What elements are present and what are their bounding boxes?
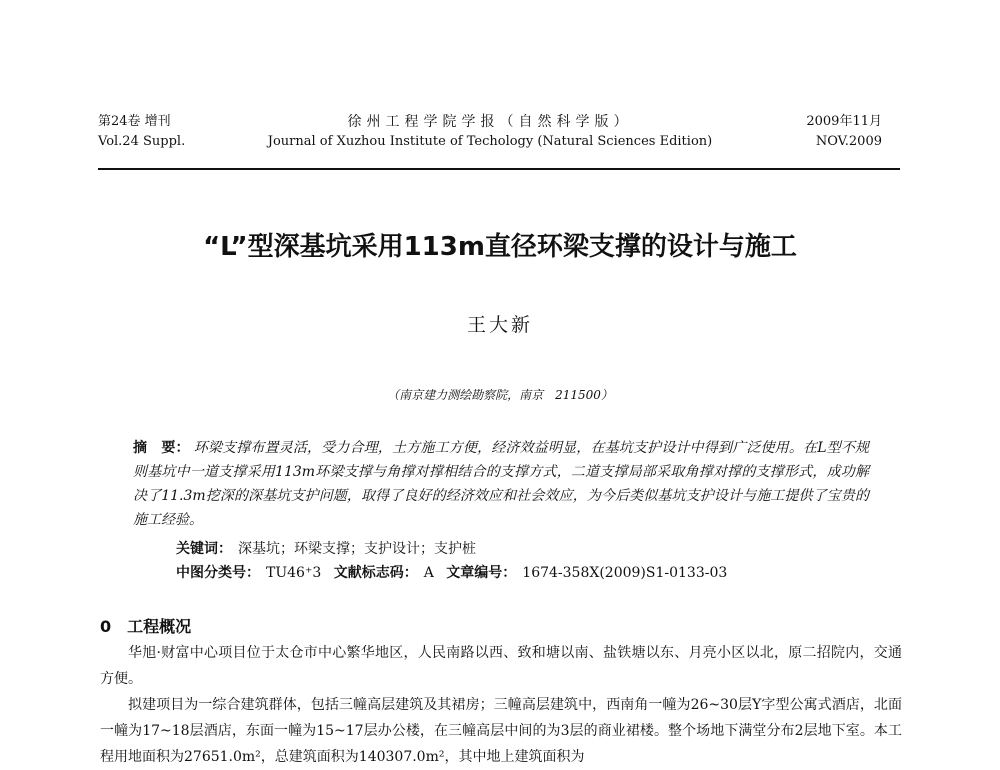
doc-code-label: 文献标志码： — [333, 565, 418, 581]
author-affiliation: （南京建力测绘勘察院，南京 211500） — [387, 388, 613, 402]
classification-line — [176, 561, 727, 585]
journal-name-cn: 徐州工程学院学报（自然科学版） — [347, 114, 633, 130]
clc-value: TU46⁺3 — [266, 565, 322, 581]
body-paragraph: 拟建项目为一综合建筑群体，包括三幢高层建筑及其裙房；三幢高层建筑中，西南角一幢为26~30层Y字型公寓式酒店，北面一幢为17~18层酒店，东面一幢为15~17层办公楼，在三幢高层中间的为3层的商业裙楼。整个场地下满堂分布2层地下室。本工程用地面积为27651.0m²，总建筑面积为140307.0m²，其中地上建筑面积为 — [100, 697, 902, 765]
author-name: 王大新 — [466, 314, 533, 336]
body-paragraph: 华旭·财富中心项目位于太仓市中心繁华地区，人民南路以西、致和塘以南、盐铁塘以东、月亮小区以北，原二招院内，交通方便。 — [100, 645, 902, 687]
keywords — [176, 537, 476, 561]
issue-date-cn: 2009年11月 — [806, 114, 882, 129]
section-heading — [100, 614, 191, 637]
volume-cn: 第24卷 增刊 — [98, 114, 171, 129]
issue-date — [806, 112, 882, 152]
abstract-label: 摘 要： — [133, 440, 190, 456]
abstract — [133, 436, 869, 532]
paper-title: “L”型深基坑采用113m直径环梁支撑的设计与施工 — [203, 232, 797, 262]
keywords-label: 关键词： — [176, 541, 232, 557]
section-title: 工程概况 — [127, 617, 192, 636]
clc-label: 中图分类号： — [176, 565, 260, 581]
volume-en: Vol.24 Suppl. — [98, 134, 186, 149]
header-divider — [98, 168, 900, 170]
journal-name-en: Journal of Xuzhou Institute of Techology (Natural Sciences Edition) — [267, 134, 713, 149]
article-number-value: 1674-358X(2009)S1-0133-03 — [522, 565, 728, 581]
journal-name — [98, 112, 882, 152]
doc-code-value: A — [423, 565, 434, 581]
body-text — [100, 640, 902, 770]
issue-date-en: NOV.2009 — [815, 134, 882, 149]
keywords-text: 深基坑；环梁支撑；支护设计；支护桩 — [238, 541, 476, 557]
section-number: 0 — [100, 617, 112, 636]
article-number-label: 文章编号： — [446, 565, 517, 581]
abstract-text: 环梁支撑布置灵活，受力合理，土方施工方便，经济效益明显，在基坑支护设计中得到广泛使用。在L型不规则基坑中一道支撑采用113m环梁支撑与角撑对撑相结合的支撑方式，二道支撑局部采取角撑对撑的支撑形式，成功解决了11.3m挖深的深基坑支护问题，取得了良好的经济效应和社会效应，为今后类似基坑支护设计与施工提供了宝贵的施工经验。 — [133, 440, 870, 528]
journal-header — [98, 112, 882, 152]
